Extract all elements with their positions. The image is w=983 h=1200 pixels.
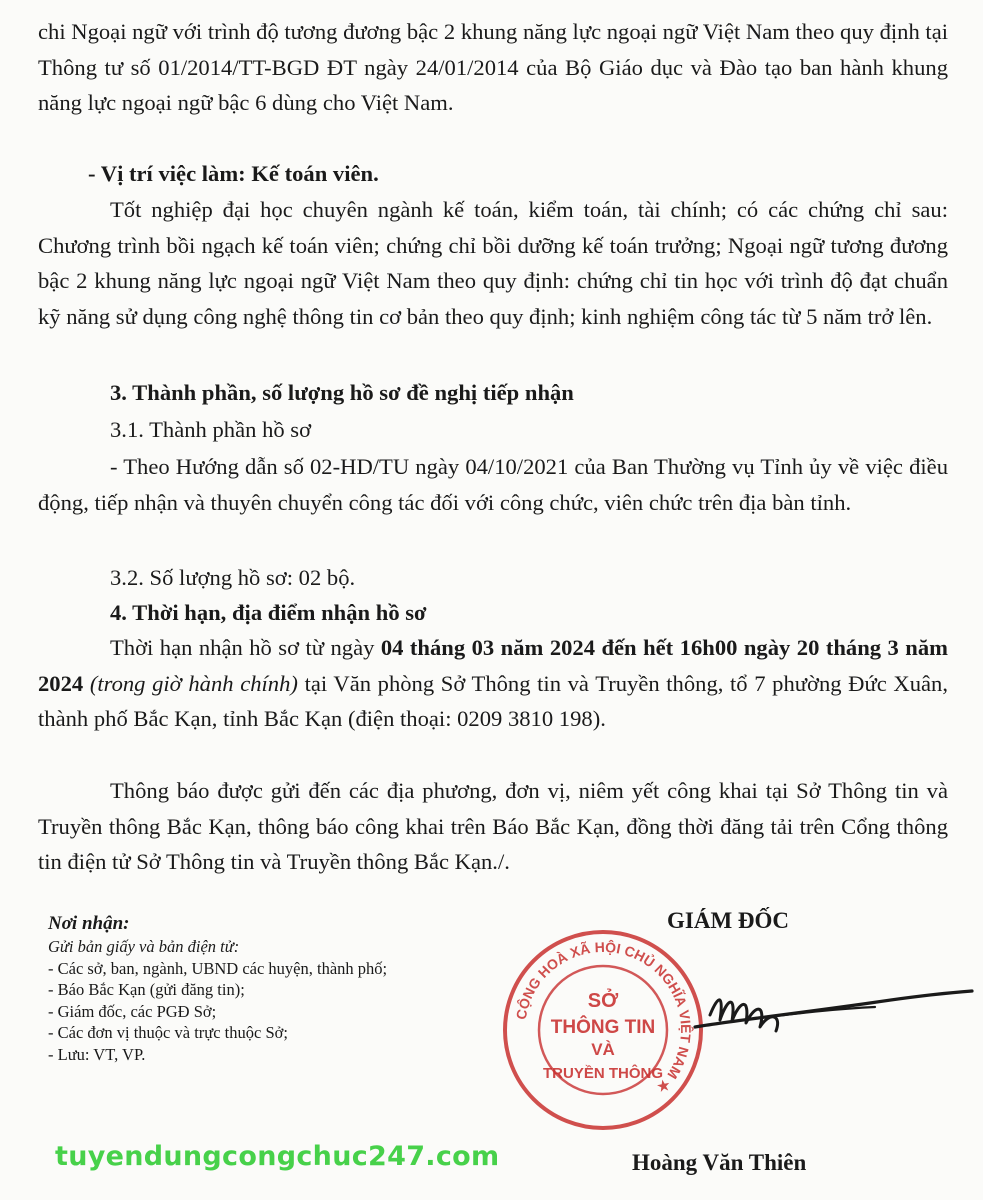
official-seal: [498, 925, 708, 1135]
recipient-item: - Lưu: VT, VP.: [48, 1044, 146, 1064]
paragraph-dossier-components: - Theo Hướng dẫn số 02-HD/TU ngày 04/10/2021 của Ban Thường vụ Tỉnh ủy về việc điều động, tiếp nhận và thuyên chuyển công tác đối với công chức, viên chức trên địa bàn tỉnh.: [38, 454, 948, 515]
recipient-item: - Giám đốc, các PGĐ Sở;: [48, 1001, 217, 1021]
recipient-item: - Các đơn vị thuộc và trực thuộc Sở;: [48, 1023, 288, 1042]
signatory-name: Hoàng Văn Thiên: [632, 1150, 807, 1175]
deadline-dates: 04 tháng 03 năm 2024 đến hết 16h00 ngày 20 tháng 3 năm 2024: [38, 635, 948, 696]
deadline-location: tại Văn phòng Sở Thông tin và Truyền thông, tổ 7 phường Đức Xuân, thành phố Bắc Kạn, tỉnh Bắc Kạn (điện thoại: 0209 3810 198).: [38, 670, 948, 731]
handwritten-signature: [690, 975, 975, 1045]
deadline-hours: (trong giờ hành chính): [89, 670, 298, 696]
recipient-item: - Các sở, ban, ngành, UBND các huyện, thành phố;: [48, 958, 388, 978]
section-3-heading: 3. Thành phần, số lượng hồ sơ đề nghị tiếp nhận: [110, 380, 574, 405]
paragraph-notification: Thông báo được gửi đến các địa phương, đơn vị, niêm yết công khai tại Sở Thông tin và Truyền thông Bắc Kạn, thông báo công khai trên Báo Bắc Kạn, đồng thời đăng tải trên Cổng thông tin điện tử Sở Thông tin và Truyền thông Bắc Kạn./.: [38, 778, 948, 874]
signatory-title: GIÁM ĐỐC: [667, 908, 790, 933]
svg-text:CỘNG HOÀ XÃ HỘI CHỦ NGHĨA VIỆT: CỘNG HOÀ XÃ HỘI CHỦ NGHĨA VIỆT NAM ★: [512, 938, 695, 1097]
recipient-item: - Báo Bắc Kạn (gửi đăng tin);: [48, 980, 245, 999]
paragraph-language-requirement: chi Ngoại ngữ với trình độ tương đương bậc 2 khung năng lực ngoại ngữ Việt Nam theo quy định tại Thông tư số 01/2014/TT-BGD ĐT ngày 24/01/2014 của Bộ Giáo dục và Đào tạo ban hành khung năng lực ngoại ngữ bậc 6 dùng cho Việt Nam.: [38, 19, 948, 115]
paragraph-accountant-requirement: Tốt nghiệp đại học chuyên ngành kế toán, kiểm toán, tài chính; có các chứng chỉ sau: Chương trình bồi ngạch kế toán viên; chứng chỉ bồi dưỡng kế toán trưởng; Ngoại ngữ tương đương bậc 2 khung năng lực ngoại ngữ Việt Nam theo quy định: chứng chỉ tin học với trình độ đạt chuẩn kỹ năng sử dụng công nghệ thông tin cơ bản theo quy định; kinh nghiệm công tác từ 5 năm trở lên.: [38, 197, 948, 329]
section-3-1-heading: 3.1. Thành phần hồ sơ: [110, 417, 312, 442]
website-watermark: tuyendungcongchuc247.com: [55, 1141, 500, 1172]
recipients-heading: Nơi nhận:: [48, 913, 130, 934]
recipients-subheading: Gửi bản giấy và bản điện tử:: [48, 937, 240, 956]
recipients-block: [48, 912, 518, 1065]
section-3-2-heading: 3.2. Số lượng hồ sơ: 02 bộ.: [110, 565, 356, 590]
paragraph-deadline: [38, 630, 948, 737]
svg-text:TRUYỀN THÔNG: TRUYỀN THÔNG: [543, 1065, 663, 1082]
svg-text:THÔNG TIN: THÔNG TIN: [550, 1017, 656, 1038]
job-position-heading: - Vị trí việc làm: Kế toán viên.: [88, 161, 379, 186]
svg-text:VÀ: VÀ: [591, 1040, 615, 1059]
svg-text:SỞ: SỞ: [587, 990, 619, 1012]
section-4-heading: 4. Thời hạn, địa điểm nhận hồ sơ: [110, 600, 427, 625]
deadline-intro: Thời hạn nhận hồ sơ từ ngày: [110, 635, 381, 660]
